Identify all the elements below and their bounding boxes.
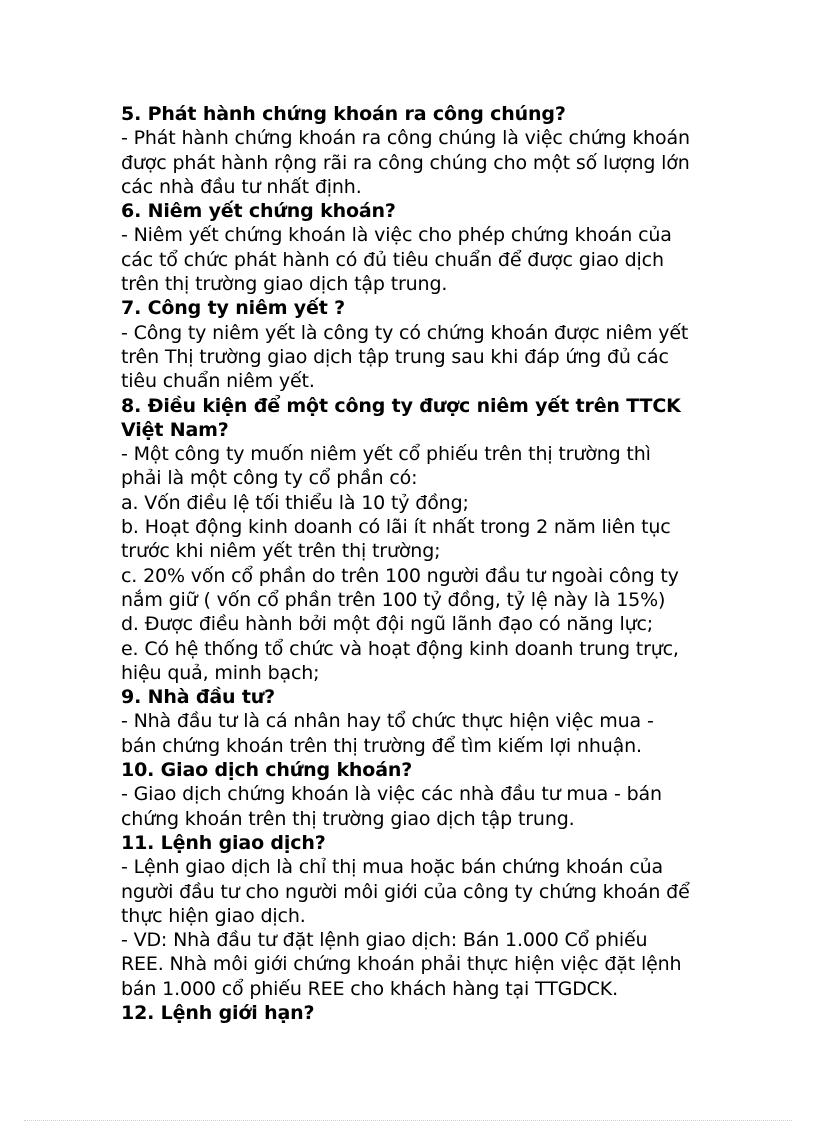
body-text-line: được phát hành rộng rãi ra công chúng cho một số lượng lớn [121, 151, 690, 174]
section-heading: 9. Nhà đầu tư? [121, 686, 276, 709]
section-heading: 7. Công ty niêm yết ? [121, 297, 346, 320]
body-text-line: - Công ty niêm yết là công ty có chứng khoán được niêm yết [121, 321, 689, 344]
body-text-line: chứng khoán trên thị trường giao dịch tập trung. [121, 807, 575, 830]
body-text-line: nắm giữ ( vốn cổ phần trên 100 tỷ đồng, tỷ lệ này là 15%) [121, 588, 666, 611]
body-text-line: thực hiện giao dịch. [121, 904, 306, 927]
body-text-line: - Nhà đầu tư là cá nhân hay tổ chức thực hiện việc mua - [121, 710, 654, 733]
body-text-line: trên Thị trường giao dịch tập trung sau khi đáp ứng đủ các [121, 345, 669, 368]
document-page [121, 102, 721, 1025]
body-text-line: d. Được điều hành bởi một đội ngũ lãnh đạo có năng lực; [121, 613, 654, 636]
body-text-line: trước khi niêm yết trên thị trường; [121, 540, 441, 563]
section-heading: 12. Lệnh giới hạn? [121, 1001, 315, 1024]
body-text-line: c. 20% vốn cổ phần do trên 100 người đầu tư ngoài công ty [121, 564, 679, 587]
body-text-line: - Niêm yết chứng khoán là việc cho phép chứng khoán của [121, 224, 672, 247]
body-text-line: e. Có hệ thống tổ chức và hoạt động kinh doanh trung trực, [121, 637, 679, 660]
body-text-line: - Lệnh giao dịch là chỉ thị mua hoặc bán chứng khoán của [121, 856, 663, 879]
page-bottom-divider [24, 1120, 792, 1121]
body-text-line: trên thị trường giao dịch tập trung. [121, 273, 448, 296]
section-heading: 10. Giao dịch chứng khoán? [121, 759, 413, 782]
body-text-line: các tổ chức phát hành có đủ tiêu chuẩn để được giao dịch [121, 248, 664, 271]
body-text-line: b. Hoạt động kinh doanh có lãi ít nhất trong 2 năm liên tục [121, 516, 671, 539]
body-text-line: - Một công ty muốn niêm yết cổ phiếu trên thị trường thì [121, 443, 651, 466]
body-text-line: bán 1.000 cổ phiếu REE cho khách hàng tại TTGDCK. [121, 977, 618, 1000]
section-heading: 11. Lệnh giao dịch? [121, 831, 326, 854]
body-text-line: bán chứng khoán trên thị trường để tìm kiếm lợi nhuận. [121, 734, 642, 757]
section-heading: Việt Nam? [121, 418, 229, 441]
body-text-line: phải là một công ty cổ phần có: [121, 467, 418, 490]
body-text-line: - Giao dịch chứng khoán là việc các nhà đầu tư mua - bán [121, 783, 662, 806]
section-heading: 5. Phát hành chứng khoán ra công chúng? [121, 103, 566, 125]
body-text-line: a. Vốn điều lệ tối thiểu là 10 tỷ đồng; [121, 491, 469, 514]
section-heading: 8. Điều kiện để một công ty được niêm yết trên TTCK [121, 394, 681, 417]
body-text-line: hiệu quả, minh bạch; [121, 661, 320, 684]
body-text-line: các nhà đầu tư nhất định. [121, 175, 362, 198]
body-text-line: - VD: Nhà đầu tư đặt lệnh giao dịch: Bán 1.000 Cổ phiếu [121, 929, 648, 952]
body-text-line: REE. Nhà môi giới chứng khoán phải thực hiện việc đặt lệnh [121, 953, 682, 976]
section-heading: 6. Niêm yết chứng khoán? [121, 200, 396, 223]
body-text-line: - Phát hành chứng khoán ra công chúng là việc chứng khoán [121, 127, 690, 150]
body-text-line: tiêu chuẩn niêm yết. [121, 370, 315, 393]
body-text-line: người đầu tư cho người môi giới của công ty chứng khoán để [121, 880, 690, 903]
